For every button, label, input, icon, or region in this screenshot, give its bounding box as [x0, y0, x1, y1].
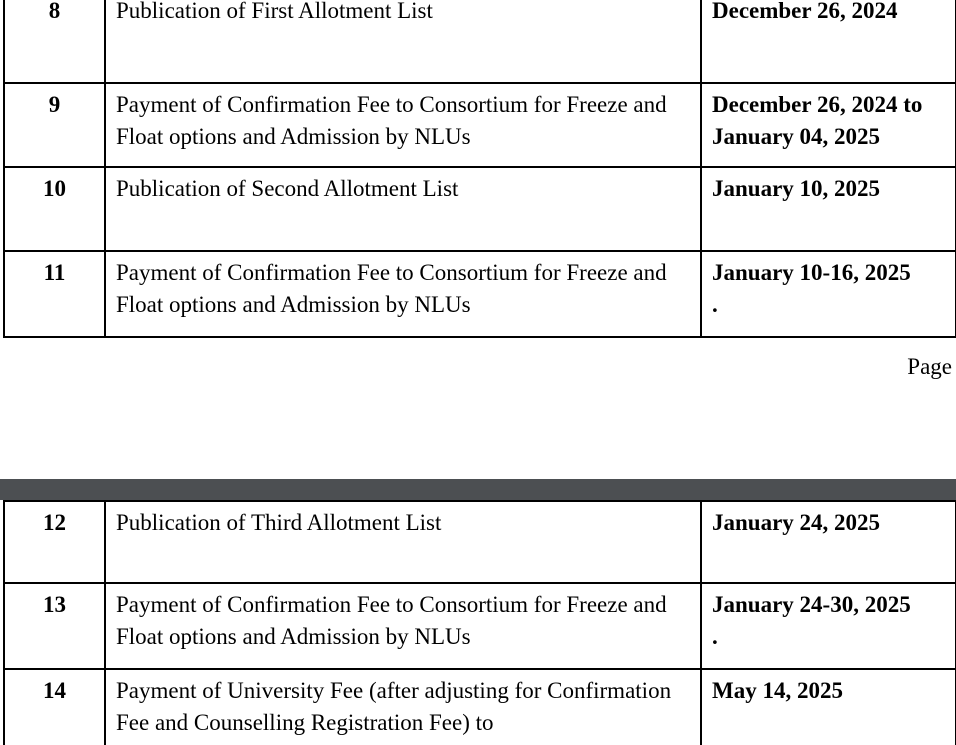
event-description: Payment of University Fee (after adjusting for Confirmation Fee and Counselling Registration Fee) to	[105, 669, 701, 745]
date-trailing-dot: .	[712, 292, 718, 317]
event-description: Publication of Third Allotment List	[105, 501, 701, 583]
schedule-table-top	[3, 0, 956, 338]
table-row	[4, 167, 956, 251]
row-number: 8	[4, 0, 105, 83]
table-row	[4, 669, 956, 745]
event-description: Publication of First Allotment List	[105, 0, 701, 83]
event-description: Publication of Second Allotment List	[105, 167, 701, 251]
event-date-cell	[701, 583, 956, 669]
schedule-table-bottom	[3, 500, 956, 745]
row-number: 9	[4, 83, 105, 167]
event-description: Payment of Confirmation Fee to Consortium for Freeze and Float options and Admission by NLUs	[105, 251, 701, 337]
page-label: Page	[907, 354, 952, 379]
date-trailing-dot: .	[712, 624, 718, 649]
row-number: 12	[4, 501, 105, 583]
table-row	[4, 251, 956, 337]
event-date: December 26, 2024 to January 04, 2025	[701, 83, 956, 167]
table-row	[4, 583, 956, 669]
event-date: January 10-16, 2025	[712, 260, 911, 285]
event-date-cell	[701, 251, 956, 337]
table-row	[4, 0, 956, 83]
table-row	[4, 501, 956, 583]
row-number: 10	[4, 167, 105, 251]
row-number: 13	[4, 583, 105, 669]
event-date: January 10, 2025	[701, 167, 956, 251]
event-date: January 24, 2025	[701, 501, 956, 583]
row-number: 11	[4, 251, 105, 337]
row-number: 14	[4, 669, 105, 745]
event-description: Payment of Confirmation Fee to Consortium for Freeze and Float options and Admission by NLUs	[105, 83, 701, 167]
event-description: Payment of Confirmation Fee to Consortium for Freeze and Float options and Admission by NLUs	[105, 583, 701, 669]
event-date: December 26, 2024	[701, 0, 956, 83]
event-date: May 14, 2025	[701, 669, 956, 745]
page-separator	[0, 479, 956, 500]
event-date: January 24-30, 2025	[712, 592, 911, 617]
table-row	[4, 83, 956, 167]
